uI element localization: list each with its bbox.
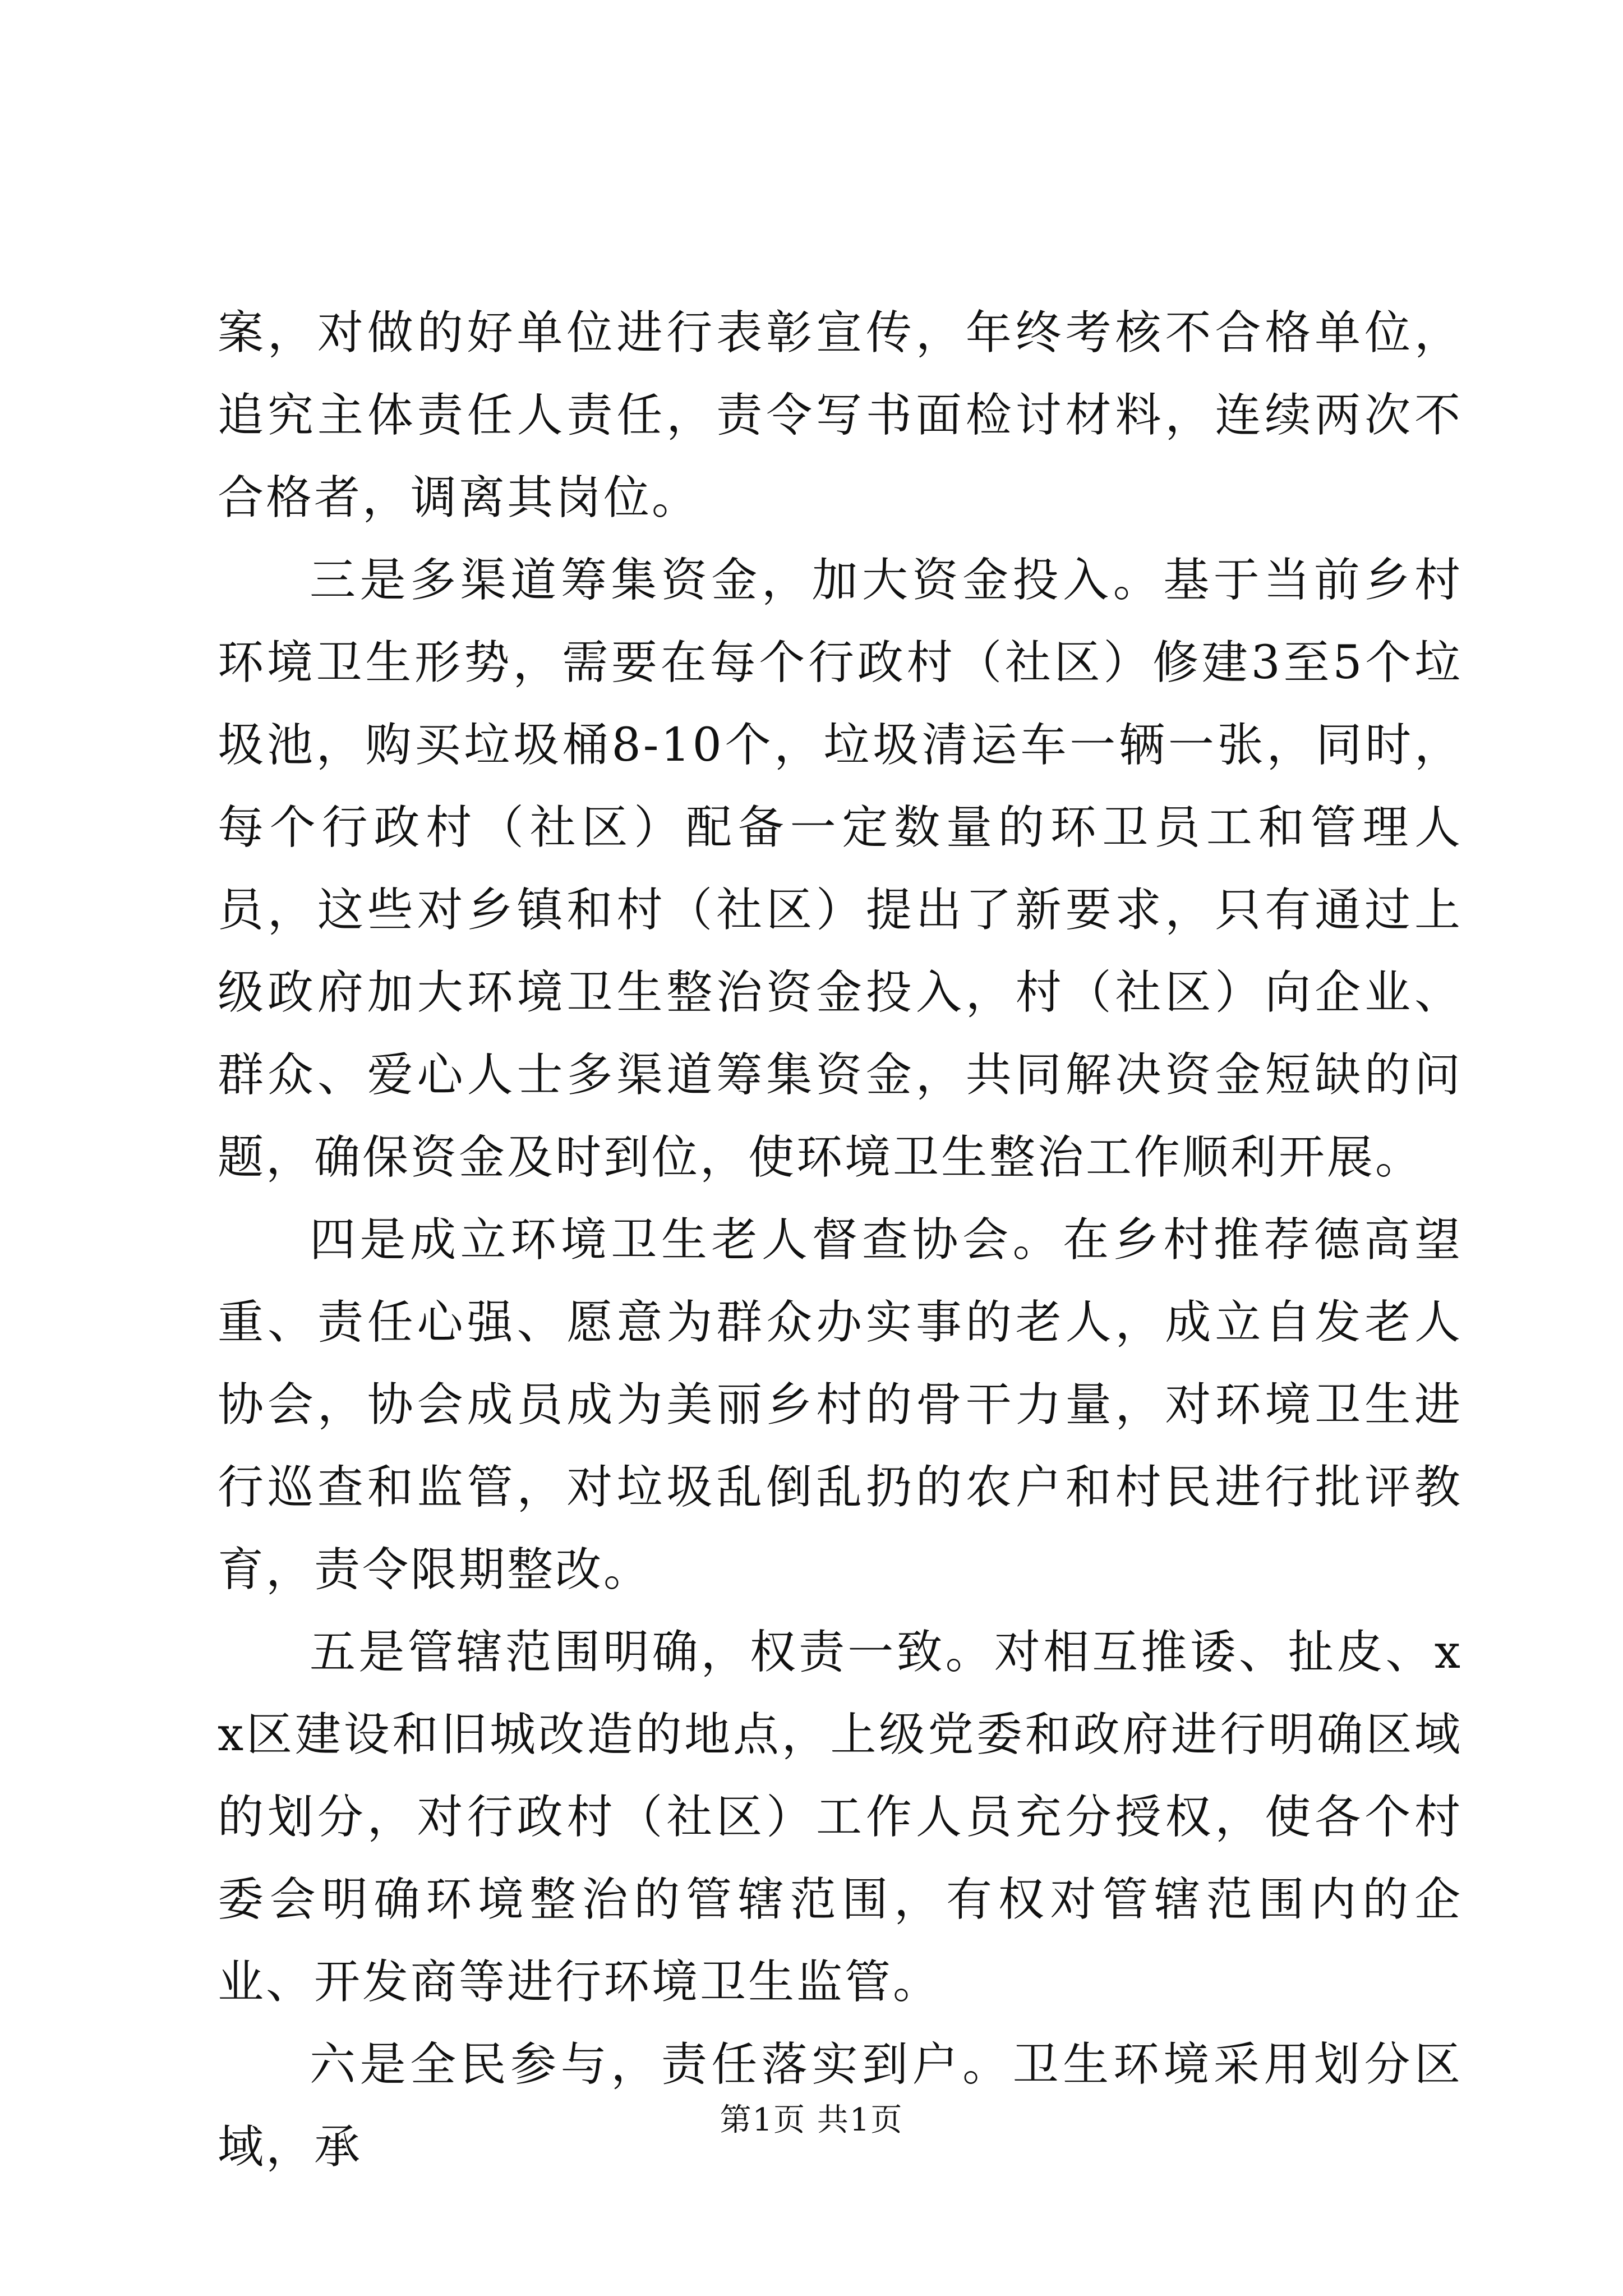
paragraph-continuation: 案，对做的好单位进行表彰宣传，年终考核不合格单位，追究主体责任人责任，责令写书面检讨材料，连续两次不合格者，调离其岗位。 xyxy=(218,306,1463,524)
document-body xyxy=(218,292,1463,2188)
paragraph-funding: 三是多渠道筹集资金，加大资金投入。基于当前乡村环境卫生形势，需要在每个行政村（社区）修建3至5个垃圾池，购买垃圾桶8-10个，垃圾清运车一辆一张，同时，每个行政村（社区）配备一定数量的环卫员工和管理人员，这些对乡镇和村（社区）提出了新要求，只有通过上级政府加大环境卫生整治资金投入，村（社区）向企业、群众、爱心人士多渠道筹集资金，共同解决资金短缺的问题，确保资金及时到位，使环境卫生整治工作顺利开展。 xyxy=(218,554,1463,1184)
paragraph-elder-association: 四是成立环境卫生老人督查协会。在乡村推荐德高望重、责任心强、愿意为群众办实事的老人，成立自发老人协会，协会成员成为美丽乡村的骨干力量，对环境卫生进行巡查和监管，对垃圾乱倒乱扔的农户和村民进行批评教育，责令限期整改。 xyxy=(218,1213,1463,1596)
paragraph-jurisdiction: 五是管辖范围明确，权责一致。对相互推诿、扯皮、xx区建设和旧城改造的地点，上级党委和政府进行明确区域的划分，对行政村（社区）工作人员充分授权，使各个村委会明确环境整治的管辖范围，有权对管辖范围内的企业、开发商等进行环境卫生监管。 xyxy=(218,1626,1463,2009)
paragraph-public-participation: 六是全民参与，责任落实到户。卫生环境采用划分区域，承 xyxy=(218,2038,1463,2174)
page-footer: 第1页 共1页 xyxy=(720,2102,903,2138)
